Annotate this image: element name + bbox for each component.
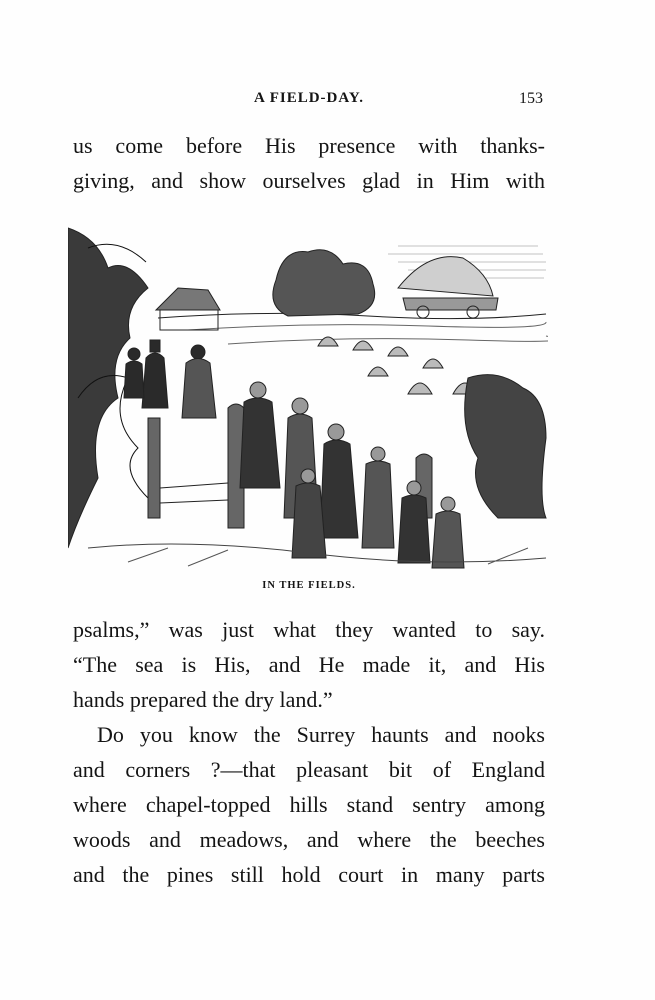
- text-line: “The sea is His, and He made it, and His: [73, 652, 545, 677]
- running-head: [73, 90, 545, 112]
- illustration-caption: IN THE FIELDS.: [262, 580, 356, 591]
- page-number: 153: [519, 90, 543, 107]
- text-line: psalms,” was just what they wanted to say.: [73, 617, 545, 642]
- bottom-paragraphs: [73, 612, 545, 892]
- text-line: hands prepared the dry land.”: [73, 687, 333, 712]
- running-title: A FIELD-DAY.: [253, 90, 365, 106]
- text-line: us come before His presence with thanks-: [73, 133, 545, 158]
- engraving-field-scene-icon: [68, 218, 548, 570]
- text-line: woods and meadows, and where the beeches: [73, 827, 545, 852]
- text-line: and corners ?—that pleasant bit of England: [73, 757, 545, 782]
- text-line: and the pines still hold court in many parts: [73, 862, 545, 887]
- text-line: where chapel-topped hills stand sentry among: [73, 792, 545, 817]
- text-line: Do you know the Surrey haunts and nooks: [97, 722, 545, 747]
- top-paragraph: [73, 128, 545, 198]
- text-line: giving, and show ourselves glad in Him with: [73, 168, 545, 193]
